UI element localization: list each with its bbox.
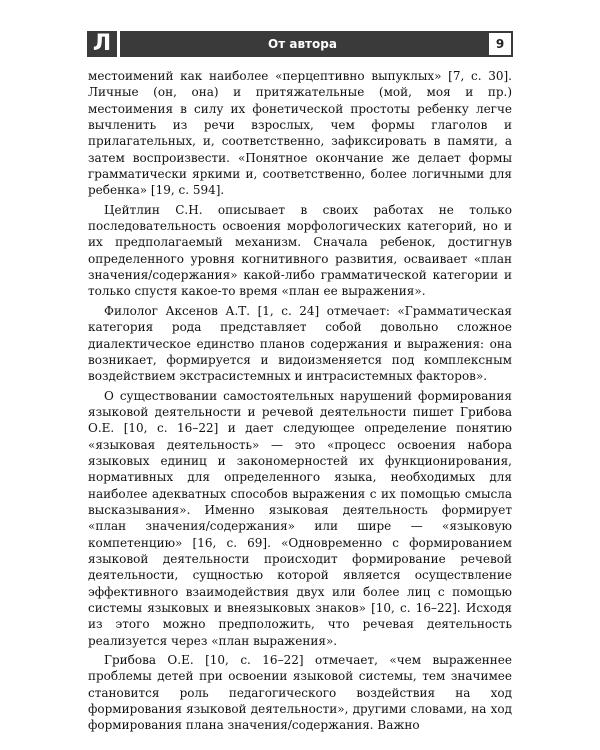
paragraph: О существовании самостоятельных нарушений формирования языковой деятельности и речевой деятельности пишет Грибова О.Е. [10, с. 16–22] и дает следующее определение понятию «языковая деятельность» — это «процесс освоения набора языковых единиц и закономерностей их функционирования, нормативных для определенного языка, необходимых для наиболее адекватных способов выражения с их помощью смысла высказывания». Именно языковая деятельность формирует «план значения/содержания» или шире — «языковую компетенцию» [16, с. 69]. «Одновременно с формированием языковой деятельности происходит формирование речевой деятельности, сущностью которой является осуществление эффективного взаимодействия двух или более лиц с помощью системы языковых и внеязыковых знаков» [10, с. 16–22]. Исходя из этого можно предположить, что речевая деятельность реализуется через «план выражения». [88, 388, 512, 648]
body-text [88, 68, 512, 734]
paragraph: Грибова О.Е. [10, с. 16–22] отмечает, «чем выраженнее проблемы детей при освоении языковой системы, тем значимее становится роль педагогического воздействия на ход формирования языковой деятельности», другими словами, на ход формирования плана значения/содержания. Важно [88, 653, 512, 733]
paragraph: Филолог Аксенов А.Т. [1, с. 24] отмечает: «Грамматическая категория рода представляет собой довольно сложное диалектическое единство планов содержания и выражения: она возникает, формируется и видоизменяется под комплексным воздействием экстрасистемных и интрасистемных факторов». [88, 303, 512, 384]
paragraph: Цейтлин С.Н. описывает в своих работах не только последовательность освоения морфологических категорий, но и их предполагаемый механизм. Сначала ребенок, достигнув определенного уровня когнитивного развития, осваивает «план значения/содержания» какой-либо грамматической категории и только спустя какое-то время «план ее выражения». [88, 202, 512, 299]
running-title: От автора [268, 37, 337, 51]
running-header [87, 31, 513, 57]
page-number: 9 [487, 31, 513, 57]
paragraph-continuation: местоимений как наиболее «перцептивно выпуклых» [7, с. 30]. Личные (он, она) и притяжательные (мой, моя и пр.) местоимения в силу их фонетической простоты ребенку легче вычленить из речи взрослых, чем формы глаголов и прилагательных, и, соответственно, зафиксировать в памяти, а затем воспроизвести. «Понятное окончание же делает формы грамматически яркими и, соответственно, более логичными для ребенка» [19, с. 594]. [88, 69, 512, 198]
chapter-logo: Л [87, 31, 120, 57]
